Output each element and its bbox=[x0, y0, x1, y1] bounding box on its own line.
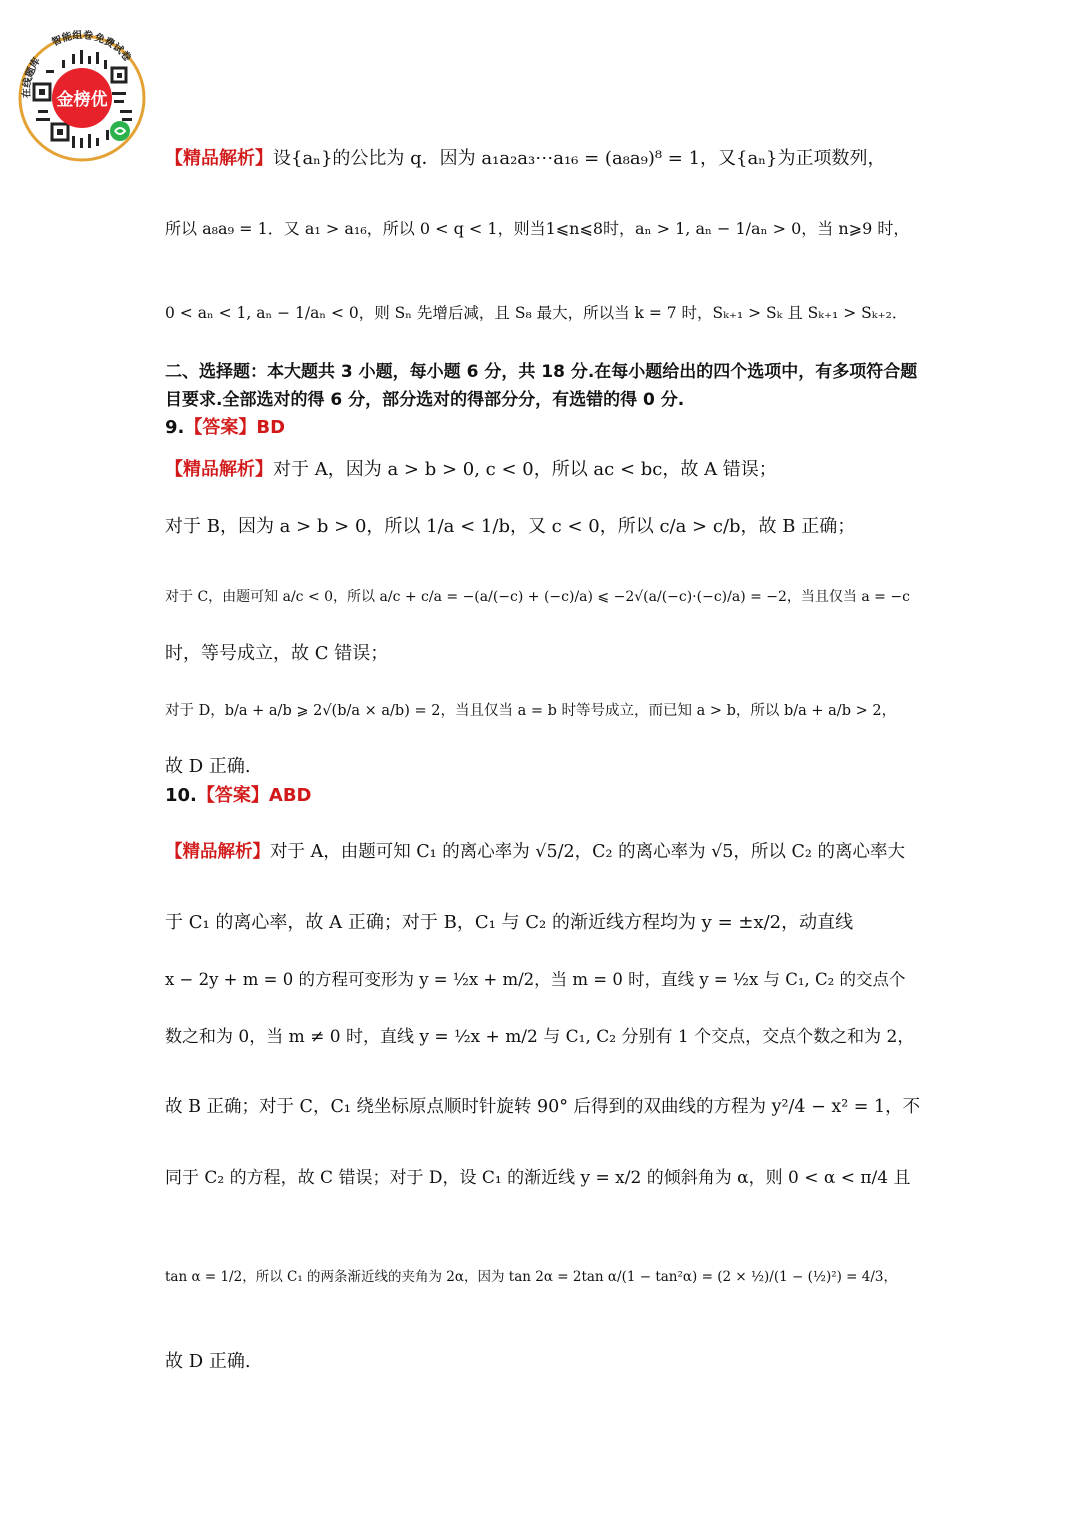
q9-text-5: 对于 D，b/a + a/b ⩾ 2√(b/a × a/b) = 2，当且仅当 a = b 时等号成立，而已知 a > b，所以 b/a + a/b > 2， bbox=[165, 703, 897, 719]
q9-solution-tag: 【精品解析】 bbox=[165, 459, 273, 480]
q10-line-3 bbox=[165, 967, 920, 993]
q10-text-4: 数之和为 0，当 m ≠ 0 时，直线 y = ½x + m/2 与 C₁, C₂ 分别有 1 个交点，交点个数之和为 2， bbox=[165, 1027, 915, 1047]
q9-text-6: 故 D 正确. bbox=[165, 756, 251, 777]
q9-number: 9. bbox=[165, 417, 185, 438]
logo-arc-left: 在线题库 bbox=[21, 56, 43, 99]
q10-line-7 bbox=[165, 1264, 920, 1290]
q10-text-8: 故 D 正确. bbox=[165, 1351, 251, 1372]
q10-line-4 bbox=[165, 1024, 920, 1050]
q10-text-1: 对于 A，由题可知 C₁ 的离心率为 √5/2，C₂ 的离心率为 √5，所以 C₂ 的离心率大 bbox=[270, 842, 905, 862]
q9-text-3: 对于 C，由题可知 a/c < 0，所以 a/c + c/a = −(a/(−c) + (−c)/a) ⩽ −2√(a/(−c)·(−c)/a) = −2，当且仅当 a = −c bbox=[165, 589, 910, 605]
q10-line-1 bbox=[165, 839, 920, 865]
q8-text-1: 设{aₙ}的公比为 q．因为 a₁a₂a₃⋯a₁₆ = (a₈a₉)⁸ = 1，又{aₙ}为正项数列， bbox=[273, 148, 886, 169]
q10-text-3: x − 2y + m = 0 的方程可变形为 y = ½x + m/2，当 m = 0 时，直线 y = ½x 与 C₁, C₂ 的交点个 bbox=[165, 970, 906, 989]
q9-answer-tag: 【答案】 bbox=[184, 417, 257, 438]
q8-text-3: 0 < aₙ < 1, aₙ − 1/aₙ < 0，则 Sₙ 先增后减，且 S₈ 最大，所以当 k = 7 时，Sₖ₊₁ > Sₖ 且 Sₖ₊₁ > Sₖ₊₂． bbox=[165, 304, 908, 322]
q9-answer-value: BD bbox=[256, 417, 286, 438]
q8-line-3 bbox=[165, 300, 920, 326]
q8-text-2: 所以 a₈a₉ = 1．又 a₁ > a₁₆，所以 0 < q < 1，则当1⩽n⩽8时，aₙ > 1, aₙ − 1/aₙ > 0，当 n⩾9 时， bbox=[165, 219, 910, 238]
q9-line-1 bbox=[165, 457, 920, 483]
q8-line-1 bbox=[165, 146, 920, 172]
q9-text-1: 对于 A，因为 a > b > 0, c < 0，所以 ac < bc，故 A 错误； bbox=[273, 459, 777, 480]
q10-number: 10. bbox=[165, 785, 197, 806]
q9-answer bbox=[165, 415, 920, 441]
q10-line-5 bbox=[165, 1094, 920, 1120]
q10-answer bbox=[165, 783, 920, 809]
q9-line-6 bbox=[165, 754, 920, 780]
q10-solution-tag: 【精品解析】 bbox=[165, 842, 270, 862]
q9-line-5 bbox=[165, 698, 920, 724]
q9-line-4 bbox=[165, 641, 920, 667]
q9-text-2: 对于 B，因为 a > b > 0，所以 1/a < 1/b，又 c < 0，所以 c/a > c/b，故 B 正确； bbox=[165, 516, 856, 537]
q10-line-6 bbox=[165, 1165, 920, 1191]
q10-answer-tag: 【答案】 bbox=[196, 785, 269, 806]
q8-line-2 bbox=[165, 216, 920, 242]
q10-text-2: 于 C₁ 的离心率，故 A 正确；对于 B，C₁ 与 C₂ 的渐近线方程均为 y = ±x/2，动直线 bbox=[165, 912, 854, 933]
q10-text-5: 故 B 正确；对于 C，C₁ 绕坐标原点顺时针旋转 90° 后得到的双曲线的方程为 y²/4 − x² = 1，不 bbox=[165, 1097, 921, 1117]
section-header: 二、选择题：本大题共 3 小题，每小题 6 分，共 18 分.在每小题给出的四个选项中，有多项符合题目要求.全部选对的得 6 分，部分选对的得部分分，有选错的得 0 分. bbox=[165, 362, 918, 410]
logo-center-text: 金榜优 bbox=[56, 90, 108, 110]
q10-line-2 bbox=[165, 910, 920, 936]
q9-line-3 bbox=[165, 584, 920, 610]
q9-line-2 bbox=[165, 514, 920, 540]
q10-text-7: tan α = 1/2，所以 C₁ 的两条渐近线的夹角为 2α，因为 tan 2α = 2tan α/(1 − tan²α) = (2 × ½)/(1 − (½)²) = 4/3， bbox=[165, 1269, 898, 1285]
q9-text-4: 时，等号成立，故 C 错误； bbox=[165, 643, 389, 664]
logo-arc-mid: 智能组卷 bbox=[50, 30, 94, 49]
q10-answer-value: ABD bbox=[268, 785, 312, 806]
q10-text-6: 同于 C₂ 的方程，故 C 错误；对于 D，设 C₁ 的渐近线 y = x/2 的倾斜角为 α，则 0 < α < π/4 且 bbox=[165, 1168, 911, 1188]
q8-solution-tag: 【精品解析】 bbox=[165, 148, 273, 169]
q10-line-8 bbox=[165, 1349, 920, 1375]
logo-arc-right: 免费试卷 bbox=[93, 32, 133, 64]
